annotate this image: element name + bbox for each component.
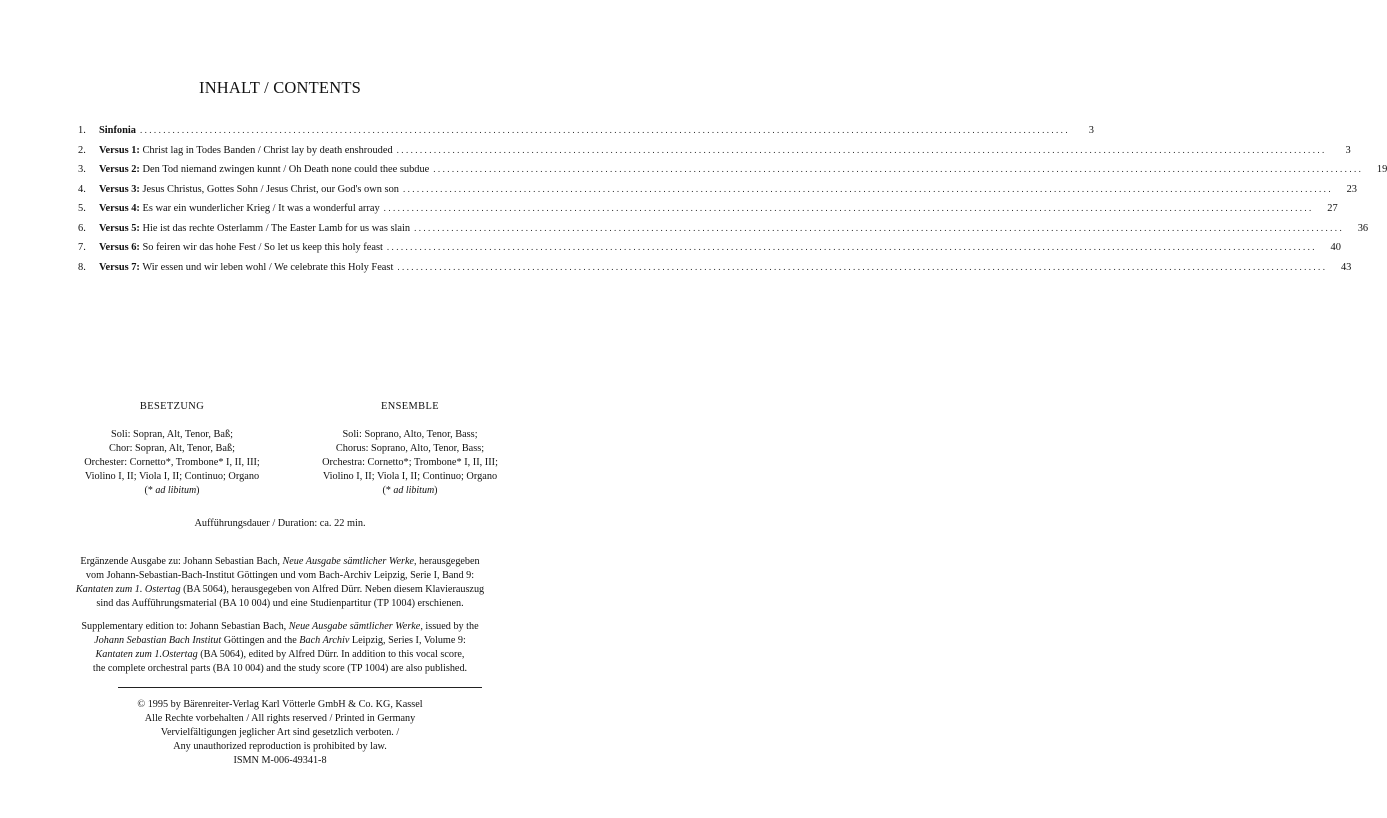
toc-page: 3 <box>1088 125 1094 136</box>
english-line: Johann Sebastian Bach Institut Göttingen and the Bach Archiv Leipzig, Series I, Volume 9: <box>94 635 466 646</box>
toc-row <box>78 238 1341 258</box>
ensemble-line: Soli: Soprano, Alto, Tenor, Bass; <box>342 429 478 440</box>
toc-title <box>99 219 410 239</box>
toc-title <box>99 180 399 200</box>
toc-text: Wir essen und wir leben wohl / We celebrate this Holy Feast <box>139 261 394 273</box>
toc-title <box>99 141 393 161</box>
english-line: Supplementary edition to: Johann Sebastian Bach, Neue Ausgabe sämtlicher Werke, issued by the <box>81 621 479 632</box>
toc-row <box>78 160 1387 180</box>
toc-text: So feiren wir das hohe Fest / So let us keep this holy feast <box>139 242 383 253</box>
toc-versus: Versus 7: <box>99 261 140 273</box>
toc-page: 23 <box>1346 183 1357 195</box>
toc-text: Hie ist das rechte Osterlamm / The Easter Lamb for us was slain <box>139 222 411 234</box>
english-edition-note <box>60 620 500 676</box>
copyright-line: © 1995 by Bärenreiter-Verlag Karl Vötterle GmbH & Co. KG, Kassel <box>137 699 423 710</box>
toc-versus: Versus 1: <box>99 144 140 156</box>
toc-row <box>78 180 1357 200</box>
toc-leader-dots: ........................................................................................................................................................................................................ <box>139 125 1070 135</box>
ensemble-line: Orchestra: Cornetto*; Trombone* I, II, III; <box>322 457 498 468</box>
toc-title <box>99 160 429 180</box>
toc-number: 3. <box>78 164 86 175</box>
german-edition-note <box>60 555 500 611</box>
toc-row <box>78 258 1352 278</box>
toc-leader-dots: ........................................................................................................................................................................................................ <box>433 164 1364 174</box>
toc-text: Es war ein wunderlicher Krieg / It was a wonderful array <box>139 203 380 214</box>
toc-leader-dots: ........................................................................................................................................................................................................ <box>397 261 1328 272</box>
ismn-line: ISMN M-006-49341-8 <box>233 755 327 766</box>
toc-versus: Versus 2: <box>99 164 140 175</box>
toc-versus: Versus 5: <box>99 222 140 234</box>
duration-text: Aufführungsdauer / Duration: ca. 22 min. <box>194 518 366 529</box>
ensemble-column <box>290 400 530 498</box>
toc-versus: Versus 3: <box>99 183 140 195</box>
reproduction-de-line: Vervielfältigungen jeglicher Art sind gesetzlich verboten. / <box>160 727 400 738</box>
toc-text: Christ lag in Todes Banden / Christ lay by death enshrouded <box>139 144 393 156</box>
toc-page: 3 <box>1345 144 1351 156</box>
toc-row <box>78 121 1094 141</box>
toc-row <box>78 199 1338 219</box>
toc-versus: Sinfonia <box>99 125 136 136</box>
toc-number: 1. <box>78 125 86 136</box>
english-line: the complete orchestral parts (BA 10 004) and the study score (TP 1004) are also published. <box>92 663 468 674</box>
toc-versus: Versus 4: <box>99 203 140 214</box>
toc-number: 5. <box>78 203 86 214</box>
toc-title <box>99 199 380 219</box>
besetzung-line: Violino I, II; Viola I, II; Continuo; Organo <box>84 471 260 482</box>
toc-number: 7. <box>78 242 86 253</box>
ensemble-heading: ENSEMBLE <box>380 401 440 412</box>
toc-number: 6. <box>78 222 86 234</box>
german-line: vom Johann-Sebastian-Bach-Institut Göttingen und vom Bach-Archiv Leipzig, Serie I, Band 9: <box>85 570 475 581</box>
divider-rule <box>118 687 482 688</box>
reproduction-en-line: Any unauthorized reproduction is prohibited by law. <box>173 741 387 752</box>
toc-text: Den Tod niemand zwingen kunnt / Oh Death none could thee subdue <box>139 164 430 175</box>
toc-number: 4. <box>78 183 86 195</box>
toc-title <box>99 238 383 258</box>
toc-title <box>99 121 136 141</box>
ensemble-line: Violino I, II; Viola I, II; Continuo; Organo <box>322 471 498 482</box>
ensemble-line: Chorus: Soprano, Alto, Tenor, Bass; <box>335 443 485 454</box>
besetzung-note: (* ad libitum) <box>144 485 200 496</box>
toc-leader-dots: ........................................................................................................................................................................................................ <box>383 203 1314 213</box>
toc-text: Jesus Christus, Gottes Sohn / Jesus Christ, our God's own son <box>139 183 399 195</box>
toc-number: 8. <box>78 261 86 273</box>
german-line: sind das Aufführungsmaterial (BA 10 004) und eine Studienpartitur (TP 1004) erschienen. <box>96 598 464 609</box>
toc-row <box>78 219 1369 239</box>
toc-page: 19 <box>1376 164 1387 175</box>
toc-page: 27 <box>1327 203 1338 214</box>
german-line: Kantaten zum 1. Ostertag (BA 5064), herausgegeben von Alfred Dürr. Neben diesem Klavierauszug <box>75 584 485 595</box>
toc-row <box>78 141 1351 161</box>
toc-leader-dots: ........................................................................................................................................................................................................ <box>386 242 1317 252</box>
table-of-contents <box>78 121 1387 277</box>
german-line: Ergänzende Ausgabe zu: Johann Sebastian Bach, Neue Ausgabe sämtlicher Werke, herausgegeben <box>80 556 480 567</box>
page-title: INHALT / CONTENTS <box>199 78 361 97</box>
ensemble-note: (* ad libitum) <box>382 485 438 496</box>
toc-number: 2. <box>78 144 86 156</box>
english-line: Kantaten zum 1.Ostertag (BA 5064), edited by Alfred Dürr. In addition to this vocal score, <box>95 649 465 660</box>
toc-leader-dots: ........................................................................................................................................................................................................ <box>402 183 1333 194</box>
toc-page: 43 <box>1340 261 1352 273</box>
copyright-block <box>60 698 500 768</box>
toc-page: 40 <box>1330 242 1341 253</box>
toc-title <box>99 258 393 278</box>
besetzung-heading: BESETZUNG <box>139 401 205 412</box>
toc-leader-dots: ........................................................................................................................................................................................................ <box>414 222 1345 233</box>
toc-versus: Versus 6: <box>99 242 140 253</box>
rights-line: Alle Rechte vorbehalten / All rights reserved / Printed in Germany <box>144 713 416 724</box>
besetzung-line: Orchester: Cornetto*, Trombone* I, II, III; <box>84 457 260 468</box>
toc-leader-dots: ........................................................................................................................................................................................................ <box>396 144 1327 155</box>
toc-page: 36 <box>1357 222 1369 234</box>
besetzung-line: Soli: Sopran, Alt, Tenor, Baß; <box>111 429 233 440</box>
besetzung-column <box>52 400 292 498</box>
besetzung-line: Chor: Sopran, Alt, Tenor, Baß; <box>109 443 235 454</box>
